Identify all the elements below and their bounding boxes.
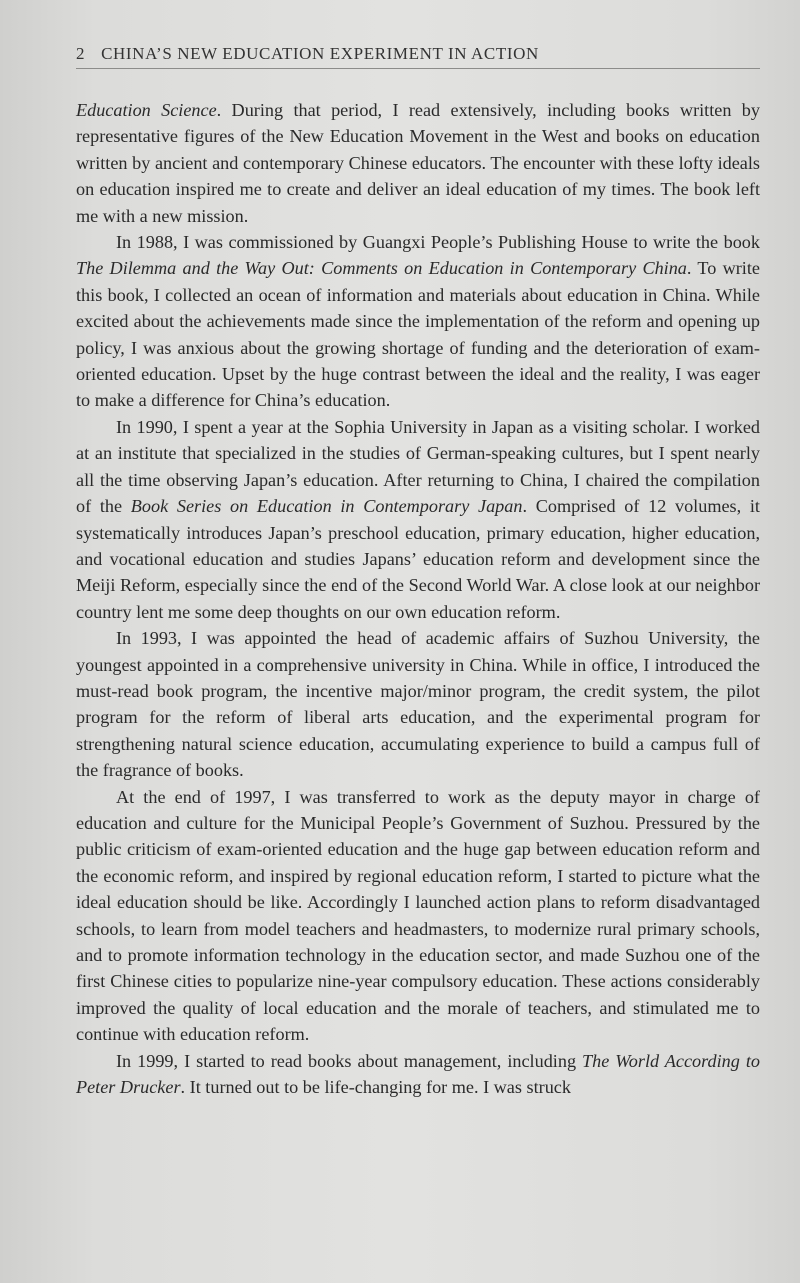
paragraph-text: At the end of 1997, I was transferred to work as the deputy mayor in charge of education and culture for the Municipal People’s Government of Suzhou. Pressured by the public criticism of exam-oriented education and the huge gap between education reform and the economic reform, and inspired by regional education reform, I started to picture what the ideal education should be like. Accordingly I launched action plans to reform disadvantaged schools, to learn from model teachers and headmasters, to modernize rural primary schools, and to promote information technology in the education sector, and made Suzhou one of the first Chinese cities to popularize nine-year compulsory education. These actions considerably improved the quality of local education and the morale of teachers, and stimulated me to continue with education reform. (76, 786, 760, 1045)
book-title-italic: The Dilemma and the Way Out: Comments on Education in Contemporary China (76, 258, 687, 279)
paragraph-text: . It turned out to be life-changing for me. I was struck (180, 1077, 571, 1098)
paragraph-6 (76, 1048, 760, 1101)
paragraph-5 (76, 784, 760, 1048)
page-number: 2 (76, 44, 86, 63)
running-title: CHINA’S NEW EDUCATION EXPERIMENT IN ACTION (101, 44, 539, 63)
body-text (76, 97, 760, 1100)
paragraph-text: . Comprised of 12 volumes, it systematically introduces Japan’s preschool education, primary education, higher education, and vocational education and studies Japans’ education reform and development since the Meiji Reform, especially since the end of the Second World War. A close look at our neighbor country lent me some deep thoughts on our own education reform. (76, 496, 760, 622)
book-title-italic: The World According to Peter Drucker (76, 1050, 760, 1098)
paragraph-text: In 1993, I was appointed the head of academic affairs of Suzhou University, the youngest appointed in a comprehensive university in China. While in office, I introduced the must-read book program, the incentive major/minor program, the credit system, the pilot program for the reform of liberal arts education, and the experimental program for strengthening natural science education, accumulating experience to build a campus full of the fragrance of books. (76, 628, 760, 781)
paragraph-text: . During that period, I read extensively, including books written by representative figures of the New Education Movement in the West and books on education written by ancient and contemporary Chinese educators. The encounter with these lofty ideals on education inspired me to create and deliver an ideal education of my times. The book left me with a new mission. (76, 100, 760, 226)
paragraph-1 (76, 97, 760, 229)
paragraph-text: . To write this book, I collected an ocean of information and materials about education in China. While excited about the achievements made since the implementation of the reform and opening up policy, I was anxious about the growing shortage of funding and the deterioration of exam-oriented education. Upset by the huge contrast between the ideal and the reality, I was eager to make a difference for China’s education. (76, 258, 760, 411)
paragraph-4 (76, 625, 760, 783)
paragraph-2 (76, 229, 760, 414)
book-title-italic: Book Series on Education in Contemporary Japan (130, 496, 523, 517)
paragraph-text: In 1988, I was commissioned by Guangxi People’s Publishing House to write the book (116, 232, 760, 253)
book-title-italic: Education Science (76, 100, 217, 120)
paragraph-text: In 1999, I started to read books about management, including (116, 1050, 583, 1071)
paragraph-3 (76, 414, 760, 625)
running-header (76, 34, 760, 69)
paragraph-text: In 1990, I spent a year at the Sophia University in Japan as a visiting scholar. I worked at an institute that specialized in the studies of German-speaking cultures, but I spent nearly all the time observing Japan’s education. After returning to China, I chaired the compilation of the (76, 416, 760, 517)
